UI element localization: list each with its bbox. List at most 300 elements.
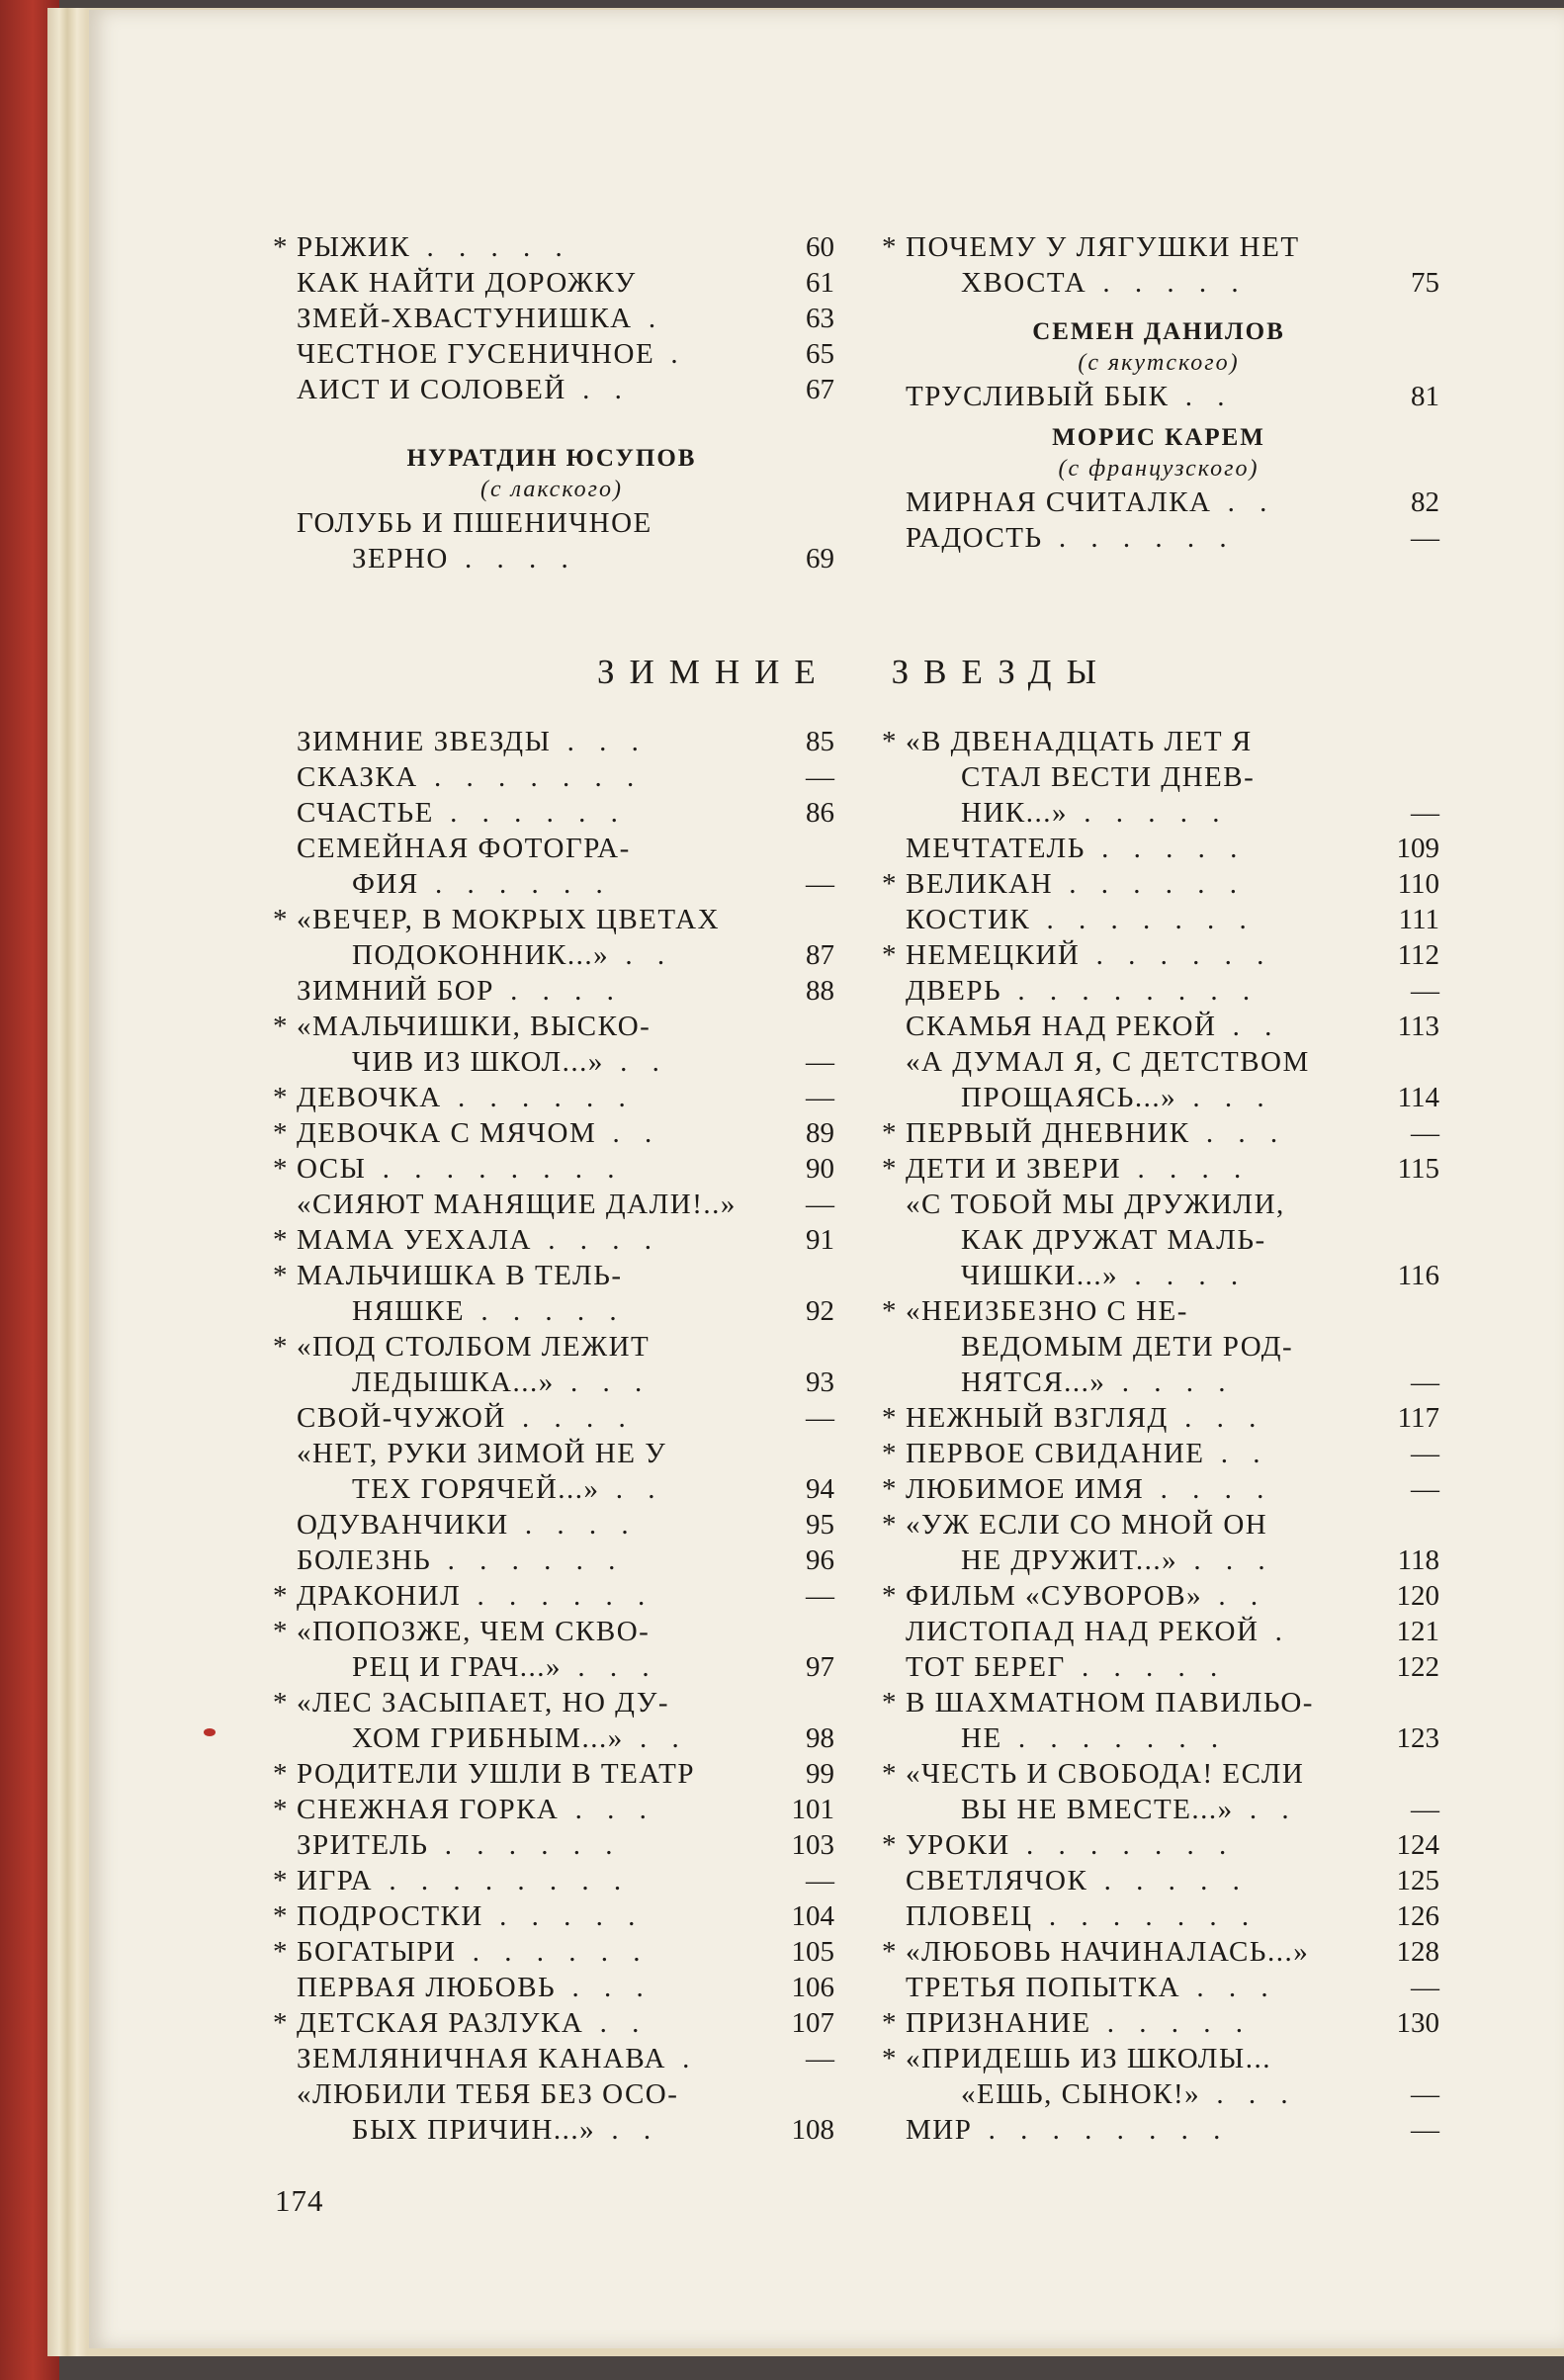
new-poem-asterisk: * <box>882 1117 898 1149</box>
toc-entry-title: ЗМЕЙ-ХВАСТУНИШКА <box>297 303 633 334</box>
toc-entry-title-line <box>878 1543 1439 1578</box>
toc-entry-title-line <box>269 1792 834 1827</box>
toc-entry-title: «СИЯЮТ МАНЯЩИЕ ДАЛИ!..» <box>297 1189 737 1220</box>
new-poem-asterisk: * <box>273 1260 289 1291</box>
toc-entry <box>269 1685 834 1756</box>
new-poem-asterisk: * <box>273 1865 289 1896</box>
toc-entry-title: ПОДРОСТКИ <box>297 1900 483 1932</box>
toc-entry-title: ГОЛУБЬ И ПШЕНИЧНОЕ <box>297 507 652 539</box>
toc-entry-title: ПЕРВАЯ ЛЮБОВЬ <box>297 1972 557 2003</box>
toc-entry <box>269 1827 834 1863</box>
toc-page-number: 112 <box>1397 939 1439 971</box>
toc-entry-title: ЛЮБИМОЕ ИМЯ <box>906 1473 1145 1505</box>
toc-entry-title: ДРАКОНИЛ <box>297 1580 462 1612</box>
dot-leader: . . . . . . . . <box>366 1153 624 1185</box>
toc-entry-title: ПРИЗНАНИЕ <box>906 2007 1091 2039</box>
dot-leader: . . <box>565 374 631 405</box>
toc-entry-title: ПОДОКОННИК...» <box>352 939 610 971</box>
toc-entry-title: «ПОД СТОЛБОМ ЛЕЖИТ <box>297 1331 651 1363</box>
toc-entry-title-line <box>269 1436 834 1471</box>
top-left-entries <box>269 229 834 407</box>
toc-entry-title-line <box>269 1044 834 1080</box>
toc-entry-title: ТРУСЛИВЫЙ БЫК <box>906 381 1170 412</box>
dot-leader: . . . . . <box>1087 1865 1249 1896</box>
toc-page-number: 69 <box>806 543 834 574</box>
toc-entry <box>878 1044 1439 1115</box>
toc-entry-title-line <box>269 937 834 973</box>
toc-entry-title: ВЕЛИКАН <box>906 868 1054 900</box>
toc-entry <box>269 1756 834 1792</box>
author-name: НУРАТДИН ЮСУПОВ <box>406 445 697 472</box>
toc-entry-title-line <box>269 795 834 831</box>
toc-entry-title-line <box>878 2041 1439 2076</box>
dot-leader: . . . . . <box>1090 2007 1253 2039</box>
toc-entry-title: ТРЕТЬЯ ПОПЫТКА <box>906 1972 1181 2003</box>
toc-entry <box>269 505 834 576</box>
dot-leader: . <box>665 2043 699 2074</box>
new-poem-asterisk: * <box>273 1616 289 1647</box>
toc-entry-title-line <box>269 2005 834 2041</box>
toc-page-number: — <box>806 1046 834 1078</box>
toc-entry-title: РЕЦ И ГРАЧ...» <box>352 1651 563 1683</box>
new-poem-asterisk: * <box>882 231 898 263</box>
toc-page-number: 108 <box>791 2114 834 2146</box>
toc-entry-title-line <box>878 1151 1439 1187</box>
dot-leader: . . . . . . . <box>417 761 644 793</box>
toc-entry <box>269 1400 834 1436</box>
toc-entry-title: СЕМЕЙНАЯ ФОТОГРА- <box>297 833 631 864</box>
toc-entry <box>878 724 1439 831</box>
dot-leader: . . <box>595 2114 660 2146</box>
toc-entry-title: СНЕЖНАЯ ГОРКА <box>297 1794 560 1825</box>
translation-note: (с лакского) <box>479 477 624 502</box>
toc-entry-title: АИСТ И СОЛОВЕЙ <box>297 374 566 405</box>
toc-entry-title-line <box>878 2005 1439 2041</box>
dot-leader: . . <box>603 1046 668 1078</box>
toc-entry-title: ОДУВАНЧИКИ <box>297 1509 509 1541</box>
toc-page-number: — <box>1411 1366 1439 1398</box>
toc-entry-title: НЕ ДРУЖИТ...» <box>961 1544 1178 1576</box>
toc-page-number: — <box>1411 2078 1439 2110</box>
toc-page-number: 113 <box>1397 1011 1439 1042</box>
toc-entry <box>269 1115 834 1151</box>
toc-entry-title-line <box>269 1115 834 1151</box>
toc-page-number: 114 <box>1397 1082 1439 1113</box>
toc-entry-title: ДЕВОЧКА <box>297 1082 442 1113</box>
toc-entry-title-line <box>878 1970 1439 2005</box>
dot-leader: . . <box>1204 1438 1269 1469</box>
new-poem-asterisk: * <box>273 1687 289 1719</box>
dot-leader: . . . . . . <box>461 1580 654 1612</box>
toc-entry-title-line <box>269 229 834 265</box>
contents-left-column <box>269 724 834 2148</box>
toc-entry-title: «ЛЮБОВЬ НАЧИНАЛАСЬ...» <box>906 1936 1310 1968</box>
dot-leader: . . <box>1211 486 1276 518</box>
toc-entry-title-line <box>878 1934 1439 1970</box>
toc-page-number: — <box>806 1402 834 1434</box>
dot-leader: . . . . . . . <box>1009 1829 1236 1861</box>
toc-entry-title: ЛЕДЫШКА...» <box>352 1366 555 1398</box>
dot-leader: . . . . . . <box>433 797 627 829</box>
toc-entry-title-line <box>878 1400 1439 1436</box>
toc-page-number: — <box>1411 1438 1439 1469</box>
toc-page-number: 105 <box>791 1936 834 1968</box>
toc-entry-title-line <box>269 1009 834 1044</box>
toc-entry-title: ДЕТСКАЯ РАЗЛУКА <box>297 2007 584 2039</box>
toc-entry-title-line <box>269 902 834 937</box>
toc-page-number: 116 <box>1397 1260 1439 1291</box>
dot-leader: . . <box>599 1473 664 1505</box>
toc-entry <box>878 1970 1439 2005</box>
toc-entry-title-line <box>878 1614 1439 1649</box>
dot-leader: . . . <box>1180 1972 1277 2003</box>
toc-entry-title-line <box>878 1898 1439 1934</box>
toc-entry-title: ЧИШКИ...» <box>961 1260 1119 1291</box>
new-poem-asterisk: * <box>273 1794 289 1825</box>
dot-leader: . . . <box>1176 1082 1273 1113</box>
toc-entry-title-line <box>878 265 1439 301</box>
dot-leader: . . . <box>559 1794 655 1825</box>
toc-entry-title: СТАЛ ВЕСТИ ДНЕВ- <box>961 761 1256 793</box>
toc-page-number: 85 <box>806 726 834 757</box>
toc-entry-title: ЧИВ ИЗ ШКОЛ...» <box>352 1046 604 1078</box>
new-poem-asterisk: * <box>273 1224 289 1256</box>
toc-entry-title: «ЧЕСТЬ И СВОБОДА! ЕСЛИ <box>906 1758 1305 1790</box>
toc-page-number: 109 <box>1396 833 1439 864</box>
toc-entry-title: СВОЙ-ЧУЖОЙ <box>297 1402 506 1434</box>
dot-leader: . . . . <box>448 543 577 574</box>
author-name: МОРИС КАРЕМ <box>1052 424 1265 451</box>
toc-entry <box>878 1115 1439 1151</box>
toc-page-number: 124 <box>1396 1829 1439 1861</box>
toc-entry <box>269 2041 834 2076</box>
toc-entry <box>269 1934 834 1970</box>
dot-leader: . . <box>1202 1580 1267 1612</box>
dot-leader: . . . <box>1177 1544 1274 1576</box>
toc-entry-title: НЕ <box>961 1722 1002 1754</box>
toc-entry-title: ЗИМНИЕ ЗВЕЗДЫ <box>297 726 552 757</box>
toc-page-number: 75 <box>1411 267 1439 299</box>
dot-leader: . . . . . . . <box>1001 1722 1228 1754</box>
toc-entry-title-line <box>269 372 834 407</box>
toc-entry-title-line <box>878 1578 1439 1614</box>
toc-entry-title: «НЕТ, РУКИ ЗИМОЙ НЕ У <box>297 1438 667 1469</box>
toc-entry <box>878 485 1439 520</box>
toc-entry-title-line <box>269 2112 834 2148</box>
toc-entry <box>269 1258 834 1329</box>
dot-leader: . . . . . . . . <box>373 1865 631 1896</box>
toc-page-number: 110 <box>1397 868 1439 900</box>
dot-leader: . . <box>1216 1011 1281 1042</box>
dot-leader: . . . . <box>531 1224 660 1256</box>
toc-entry-title-line <box>269 2076 834 2112</box>
toc-entry-title-line <box>878 866 1439 902</box>
toc-entry-title: ПЕРВЫЙ ДНЕВНИК <box>906 1117 1190 1149</box>
toc-entry <box>269 2005 834 2041</box>
toc-entry <box>269 1543 834 1578</box>
toc-page-number: — <box>1411 1794 1439 1825</box>
toc-page-number: 130 <box>1396 2007 1439 2039</box>
toc-page-number: 101 <box>791 1794 834 1825</box>
toc-entry-title-line <box>878 1329 1439 1365</box>
toc-entry <box>878 1614 1439 1649</box>
top-right-entries <box>878 229 1439 301</box>
dot-leader: . . . <box>554 1366 652 1398</box>
toc-entry-title: СВЕТЛЯЧОК <box>906 1865 1088 1896</box>
dot-leader: . . . <box>1189 1117 1287 1149</box>
toc-entry-title-line <box>269 541 834 576</box>
dot-leader: . . . . . . <box>456 1936 650 1968</box>
toc-entry <box>269 724 834 759</box>
toc-entry-title: ХОМ ГРИБНЫМ...» <box>352 1722 624 1754</box>
toc-entry <box>269 1222 834 1258</box>
toc-entry-title: КОСТИК <box>906 904 1031 935</box>
dot-leader: . . . . . . <box>441 1082 635 1113</box>
toc-entry <box>269 301 834 336</box>
toc-entry <box>269 759 834 795</box>
toc-entry-title-line <box>269 866 834 902</box>
toc-entry <box>878 1827 1439 1863</box>
toc-page-number: 81 <box>1411 381 1439 412</box>
toc-entry <box>269 1614 834 1685</box>
toc-entry-title-line <box>269 1720 834 1756</box>
toc-entry <box>878 866 1439 902</box>
author-name: СЕМЕН ДАНИЛОВ <box>1032 318 1285 345</box>
toc-page-number: 98 <box>806 1722 834 1754</box>
dot-leader: . . . . . <box>1086 267 1248 299</box>
new-poem-asterisk: * <box>882 939 898 971</box>
toc-page-number: 63 <box>806 303 834 334</box>
toc-entry-title-line <box>878 1436 1439 1471</box>
toc-entry <box>878 1863 1439 1898</box>
dot-leader: . . . . . <box>465 1295 626 1327</box>
toc-entry-title-line <box>878 937 1439 973</box>
toc-entry <box>878 1436 1439 1471</box>
toc-entry-title-line <box>269 1578 834 1614</box>
toc-entry-title-line <box>269 1365 834 1400</box>
toc-entry <box>878 1009 1439 1044</box>
toc-entry-title: МАМА УЕХАЛА <box>297 1224 532 1256</box>
toc-entry <box>269 831 834 902</box>
toc-entry <box>269 795 834 831</box>
toc-entry-title: НИК...» <box>961 797 1068 829</box>
toc-entry <box>878 1578 1439 1614</box>
top-left-author-entries <box>269 505 834 576</box>
toc-entry-title-line <box>269 1222 834 1258</box>
dot-leader: . . <box>583 2007 649 2039</box>
toc-page-number: 61 <box>806 267 834 299</box>
dot-leader: . . . . <box>1118 1260 1248 1291</box>
toc-entry-title: ДЕТИ И ЗВЕРИ <box>906 1153 1122 1185</box>
dot-leader: . . . . <box>493 975 623 1007</box>
toc-entry <box>878 902 1439 937</box>
toc-entry-title-line <box>269 301 834 336</box>
new-poem-asterisk: * <box>882 1829 898 1861</box>
toc-entry-title: СЧАСТЬЕ <box>297 797 434 829</box>
toc-page-number: 89 <box>806 1117 834 1149</box>
toc-entry-title: ФИЛЬМ «СУВОРОВ» <box>906 1580 1203 1612</box>
toc-entry-title-line <box>269 1080 834 1115</box>
dot-leader: . . . . . . <box>428 1829 622 1861</box>
toc-entry-title-line <box>878 1507 1439 1543</box>
new-poem-asterisk: * <box>273 1580 289 1612</box>
dot-leader: . . . . . <box>1065 1651 1227 1683</box>
toc-entry <box>878 379 1439 414</box>
toc-page-number: — <box>1411 522 1439 554</box>
toc-entry-title-line <box>878 1471 1439 1507</box>
toc-entry-title: СКАМЬЯ НАД РЕКОЙ <box>906 1011 1217 1042</box>
toc-entry-title: «ВЕЧЕР, В МОКРЫХ ЦВЕТАХ <box>297 904 721 935</box>
toc-entry-title: ДВЕРЬ <box>906 975 1002 1007</box>
dot-leader: . <box>654 338 687 370</box>
new-poem-asterisk: * <box>273 1153 289 1185</box>
toc-entry-title-line <box>269 1471 834 1507</box>
dot-leader: . . . . . <box>1067 797 1229 829</box>
dot-leader: . <box>632 303 665 334</box>
toc-entry <box>269 1187 834 1222</box>
toc-entry-title: «ПРИДЕШЬ ИЗ ШКОЛЫ... <box>906 2043 1271 2074</box>
toc-page-number: 60 <box>806 231 834 263</box>
dot-leader: . . . . . . <box>431 1544 625 1576</box>
toc-entry <box>878 1471 1439 1507</box>
dot-leader: . . . . . . <box>1080 939 1273 971</box>
toc-entry-title: КАК ДРУЖАТ МАЛЬ- <box>961 1224 1266 1256</box>
dot-leader: . . . . <box>1105 1366 1235 1398</box>
toc-entry-title: ЗЕМЛЯНИЧНАЯ КАНАВА <box>297 2043 666 2074</box>
ink-mark <box>204 1728 216 1736</box>
toc-entry-title-line <box>269 831 834 866</box>
toc-page-number: 92 <box>806 1295 834 1327</box>
toc-entry-title: «МАЛЬЧИШКИ, ВЫСКО- <box>297 1011 652 1042</box>
dot-leader: . <box>1259 1616 1291 1647</box>
toc-entry <box>269 1436 834 1507</box>
toc-entry-title-line <box>878 2112 1439 2148</box>
dot-leader: . . <box>609 939 674 971</box>
toc-page-number: 111 <box>1398 904 1439 935</box>
dot-leader: . . . . . . <box>1053 868 1247 900</box>
toc-entry-title-line <box>269 1507 834 1543</box>
top-left-column <box>269 229 834 576</box>
toc-entry-title: МЕЧТАТЕЛЬ <box>906 833 1086 864</box>
new-poem-asterisk: * <box>882 1473 898 1505</box>
toc-entry-title: ПОЧЕМУ У ЛЯГУШКИ НЕТ <box>906 231 1300 263</box>
toc-page-number: 94 <box>806 1473 834 1505</box>
toc-entry <box>878 973 1439 1009</box>
toc-entry-title: «ЛЮБИЛИ ТЕБЯ БЕЗ ОСО- <box>297 2078 679 2110</box>
toc-entry-title-line <box>878 1293 1439 1329</box>
toc-entry-title-line <box>878 1365 1439 1400</box>
toc-entry-title-line <box>878 520 1439 556</box>
toc-entry-title-line <box>878 2076 1439 2112</box>
toc-entry-title-line <box>269 1329 834 1365</box>
toc-page-number: 104 <box>791 1900 834 1932</box>
new-poem-asterisk: * <box>273 1331 289 1363</box>
toc-entry-title: ЗЕРНО <box>352 543 449 574</box>
new-poem-asterisk: * <box>273 904 289 935</box>
toc-page-number: 95 <box>806 1509 834 1541</box>
toc-entry-title: «А ДУМАЛ Я, С ДЕТСТВОМ <box>906 1046 1310 1078</box>
toc-entry <box>878 229 1439 301</box>
toc-entry-title-line <box>269 505 834 541</box>
toc-page-number: 103 <box>791 1829 834 1861</box>
toc-entry-title-line <box>269 1685 834 1720</box>
new-poem-asterisk: * <box>273 1900 289 1932</box>
toc-entry-title-line <box>878 1222 1439 1258</box>
new-poem-asterisk: * <box>882 2007 898 2039</box>
new-poem-asterisk: * <box>882 868 898 900</box>
toc-entry-title: «ЛЕС ЗАСЫПАЕТ, НО ДУ- <box>297 1687 670 1719</box>
toc-entry-title-line <box>269 336 834 372</box>
toc-entry <box>878 1187 1439 1293</box>
toc-page-number: 128 <box>1396 1936 1439 1968</box>
toc-entry-title: ЗРИТЕЛЬ <box>297 1829 429 1861</box>
new-poem-asterisk: * <box>273 1936 289 1968</box>
toc-entry-title-line <box>878 229 1439 265</box>
new-poem-asterisk: * <box>882 1580 898 1612</box>
toc-entry-title: В ШАХМАТНОМ ПАВИЛЬО- <box>906 1687 1314 1719</box>
toc-entry-title-line <box>269 1187 834 1222</box>
toc-page-number: 65 <box>806 338 834 370</box>
toc-entry-title-line <box>878 1080 1439 1115</box>
toc-entry-title: «НЕИЗБЕЗНО С НЕ- <box>906 1295 1188 1327</box>
toc-page-number: 122 <box>1396 1651 1439 1683</box>
toc-entry-title: ПЛОВЕЦ <box>906 1900 1033 1932</box>
new-poem-asterisk: * <box>882 1758 898 1790</box>
dot-leader: . . . . . . . . <box>972 2114 1230 2146</box>
toc-entry-title-line <box>878 973 1439 1009</box>
toc-entry <box>269 1080 834 1115</box>
dot-leader: . . . . . . . <box>1030 904 1256 935</box>
toc-entry-title-line <box>878 1187 1439 1222</box>
toc-entry-title-line <box>269 1400 834 1436</box>
toc-entry <box>269 1329 834 1400</box>
dot-leader: . . . . <box>1121 1153 1251 1185</box>
toc-entry-title: МИРНАЯ СЧИТАЛКА <box>906 486 1212 518</box>
toc-page-number: 107 <box>791 2007 834 2039</box>
toc-entry-title: НЯШКЕ <box>352 1295 466 1327</box>
toc-entry <box>269 1898 834 1934</box>
toc-entry-title: ЛИСТОПАД НАД РЕКОЙ <box>906 1616 1260 1647</box>
top-right-author1-entries <box>878 379 1439 414</box>
toc-page-number: 90 <box>806 1153 834 1185</box>
toc-entry-title-line <box>878 1258 1439 1293</box>
dot-leader: . . . <box>1168 1402 1265 1434</box>
new-poem-asterisk: * <box>882 1153 898 1185</box>
toc-entry-title: ВЫ НЕ ВМЕСТЕ...» <box>961 1794 1234 1825</box>
toc-entry-title-line <box>269 2041 834 2076</box>
toc-page-number: — <box>1411 1117 1439 1149</box>
toc-entry-title: «В ДВЕНАДЦАТЬ ЛЕТ Я <box>906 726 1253 757</box>
dot-leader: . . . . . . . <box>1032 1900 1259 1932</box>
toc-entry-title-line <box>269 1970 834 2005</box>
toc-entry-title: ОСЫ <box>297 1153 367 1185</box>
toc-entry <box>269 973 834 1009</box>
toc-entry-title: ВЕДОМЫМ ДЕТИ РОД- <box>961 1331 1294 1363</box>
toc-page-number: 121 <box>1396 1616 1439 1647</box>
toc-entry-title: ПЕРВОЕ СВИДАНИЕ <box>906 1438 1205 1469</box>
new-poem-asterisk: * <box>273 1082 289 1113</box>
toc-entry <box>878 831 1439 866</box>
toc-entry-title-line <box>269 1827 834 1863</box>
toc-entry <box>878 1898 1439 1934</box>
toc-entry-title-line <box>269 1863 834 1898</box>
toc-entry <box>269 372 834 407</box>
toc-entry-title: «ЕШЬ, СЫНОК!» <box>961 2078 1201 2110</box>
toc-entry <box>878 2112 1439 2148</box>
new-poem-asterisk: * <box>882 1509 898 1541</box>
toc-entry <box>269 229 834 265</box>
toc-entry <box>269 1578 834 1614</box>
